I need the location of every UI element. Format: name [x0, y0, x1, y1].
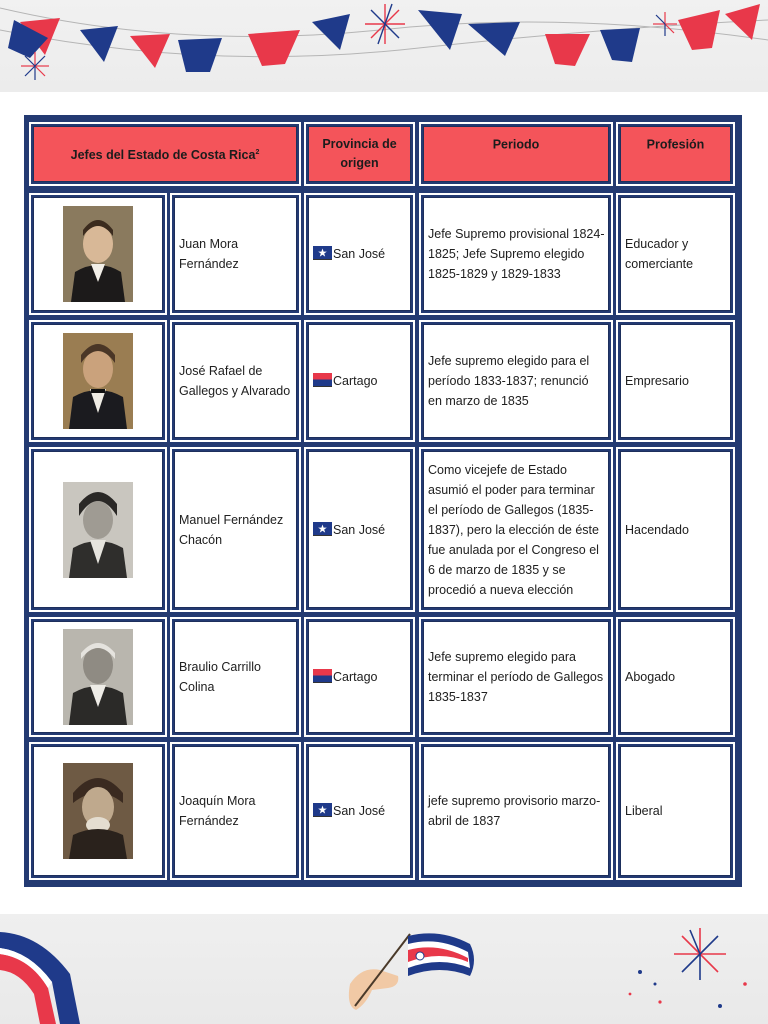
table-row-4-portrait	[29, 617, 167, 737]
table-row-3-profesion-cell	[616, 447, 735, 612]
table-row-1-profesion-cell	[616, 193, 735, 315]
table-row-3-name-cell	[170, 447, 301, 612]
heads-of-state-table	[24, 115, 742, 887]
san-jose-flag-icon	[313, 803, 332, 817]
header-periodo	[419, 122, 613, 186]
table-row-5-provincia-cell	[304, 742, 415, 880]
table-row-2-profesion-cell	[616, 320, 735, 442]
footnote-marker: 2	[255, 148, 260, 156]
header-jefes	[29, 122, 301, 186]
table-row-3-portrait	[29, 447, 167, 612]
portrait-image	[63, 333, 133, 429]
table-row-5-profesion-cell	[616, 742, 735, 880]
periodo-text: Jefe supremo elegido para terminar el período de Gallegos 1835-1837	[428, 650, 604, 704]
bunting-decoration	[0, 0, 768, 92]
table-row-5-periodo-cell	[419, 742, 613, 880]
cartago-flag-icon	[313, 669, 332, 683]
portrait-image	[63, 629, 133, 725]
table-row-3-periodo-cell	[419, 447, 613, 612]
header-profesion	[616, 122, 735, 186]
profesion-text: Liberal	[625, 804, 663, 818]
table-row-2-portrait	[29, 320, 167, 442]
table-row-5-portrait	[29, 742, 167, 880]
table-row-1-provincia-cell	[304, 193, 415, 315]
provincia-text: Cartago	[333, 670, 378, 684]
table-row-2-provincia-cell	[304, 320, 415, 442]
profesion-text: Empresario	[625, 374, 689, 388]
header-periodo-label: Periodo	[492, 137, 540, 152]
table-row-1-name-cell	[170, 193, 301, 315]
profesion-text: Abogado	[625, 670, 676, 684]
provincia-text: San José	[333, 804, 386, 818]
portrait-image	[63, 206, 133, 302]
table-row-3-provincia-cell	[304, 447, 415, 612]
san-jose-flag-icon	[313, 246, 332, 260]
table-row-2-name-cell	[170, 320, 301, 442]
cartago-flag-icon	[313, 373, 332, 387]
name-text: Braulio Carrillo Colina	[179, 660, 261, 694]
portrait-image	[63, 478, 133, 582]
profesion-text: Hacendado	[625, 522, 689, 537]
table-row-4-name-cell	[170, 617, 301, 737]
name-text: Juan Mora Fernández	[179, 237, 239, 271]
profesion-text: Educador y comerciante	[625, 237, 694, 271]
table-row-4-provincia-cell	[304, 617, 415, 737]
ribbon-flag-decoration	[0, 914, 768, 1024]
header-provincia	[304, 122, 415, 186]
san-jose-flag-icon	[313, 522, 332, 536]
provincia-text: Cartago	[333, 374, 378, 388]
header-jefes-label: Jefes del Estado de Costa Rica	[70, 148, 256, 163]
table-row-1-periodo-cell	[419, 193, 613, 315]
name-text: José Rafael de Gallegos y Alvarado	[179, 364, 291, 398]
periodo-text: Jefe supremo elegido para el período 1833-1837; renunció en marzo de 1835	[428, 354, 590, 408]
provincia-text: San José	[333, 247, 386, 261]
bottom-decoration-banner	[0, 914, 768, 1024]
table-row-5-name-cell	[170, 742, 301, 880]
periodo-text: Como vicejefe de Estado asumió el poder para terminar el período de Gallegos (1835-1837), pero la elección de éste fue anulada por el Congreso el 6 de marzo de 1835 y se procedió a nueva elección	[428, 462, 599, 597]
periodo-text: jefe supremo provisorio marzo-abril de 1837	[428, 794, 601, 828]
table-row-4-periodo-cell	[419, 617, 613, 737]
name-text: Manuel Fernández Chacón	[179, 512, 284, 547]
table-row-4-profesion-cell	[616, 617, 735, 737]
top-bunting-banner	[0, 0, 768, 92]
header-profesion-label: Profesión	[646, 137, 705, 152]
table-row-1-portrait	[29, 193, 167, 315]
provincia-text: San José	[333, 522, 386, 537]
portrait-image	[63, 758, 133, 864]
periodo-text: Jefe Supremo provisional 1824-1825; Jefe Supremo elegido 1825-1829 y 1829-1833	[428, 227, 605, 281]
name-text: Joaquín Mora Fernández	[179, 794, 256, 828]
header-provincia-label: Provincia de origen	[322, 137, 397, 170]
table-row-2-periodo-cell	[419, 320, 613, 442]
